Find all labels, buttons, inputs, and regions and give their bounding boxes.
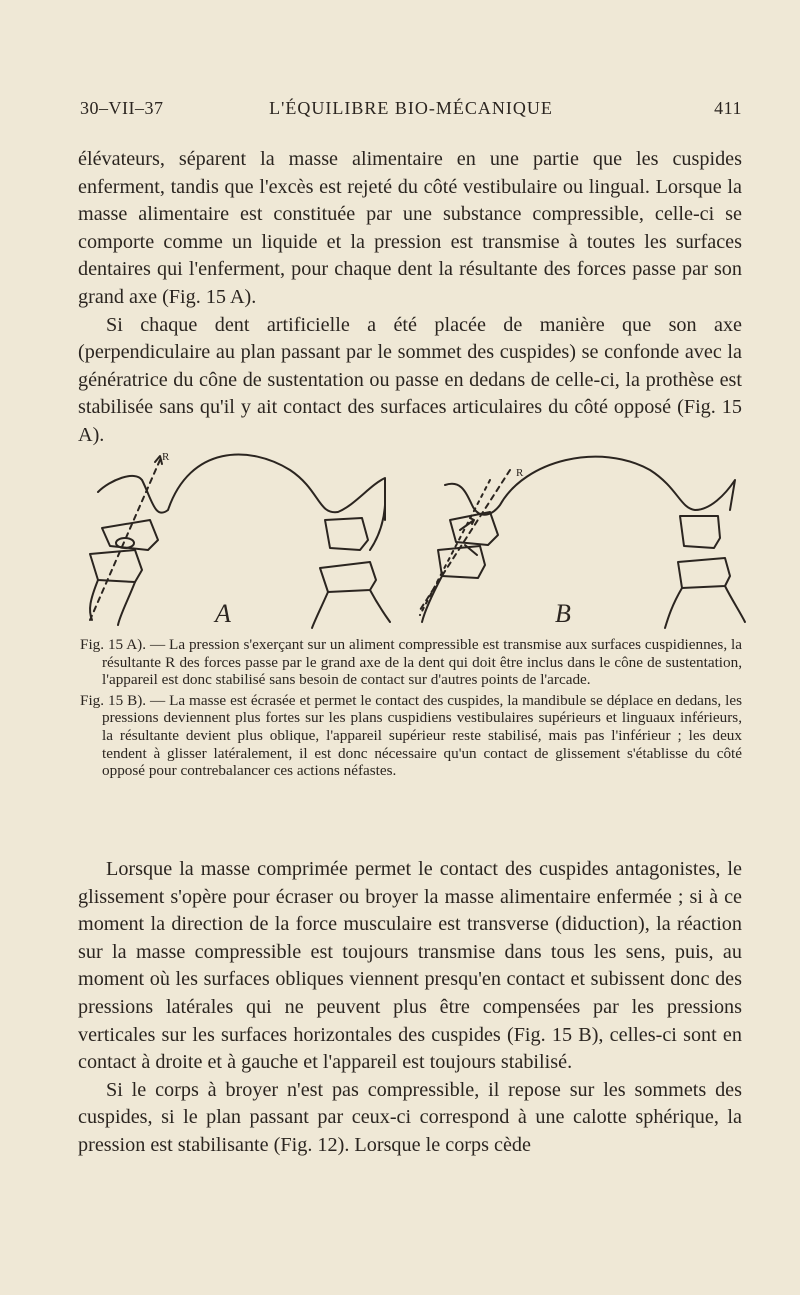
figure-15 <box>80 450 750 630</box>
food-bolus-a <box>116 538 134 548</box>
body-text-top <box>78 146 742 450</box>
paragraph: Lorsque la masse comprimée permet le contact des cuspides antagonistes, le glissement s'opère pour écraser ou broyer la masse alimentaire enfermée ; si à ce moment la direction de la force musculaire est transverse (diduction), la réaction sur la masse compressible est toujours transmise dans tous les sens, puis, au moment où les surfaces obliques viennent presqu'en contact et subissent donc des pressions latérales qui ne peuvent plus être compensées par les pressions verticales sur les surfaces horizontales des cuspides (Fig. 15 B), celles-ci sont en contact à droite et à gauche et l'appareil est toujours stabilisé. <box>78 858 742 1074</box>
caption-15b <box>80 692 742 780</box>
paragraph: Si chaque dent artificielle a été placée de manière que son axe (perpendiculaire au plan passant par le sommet des cuspides) se confonde avec la génératrice du cône de sustentation ou passe en dedans de celle-ci, la prothèse est stabilisée sans qu'il y ait contact des surfaces articulaires du côté opposé (Fig. 15 A). <box>78 313 742 446</box>
paragraph: élévateurs, séparent la masse alimentaire en une partie que les cuspides enferment, tandis que l'excès est rejeté du côté vestibulaire ou lingual. Lorsque la masse alimentaire est constituée par une substance compressible, celle-ci se comporte comme un liquide et la pression est transmise à toutes les surfaces dentaires qui l'enferment, pour chaque dent la résultante des forces passe par son grand axe (Fig. 15 A). <box>78 148 742 308</box>
lower-tooth-right-a <box>320 562 376 592</box>
lower-tooth-left-b <box>438 546 485 578</box>
paragraph: Si le corps à broyer n'est pas compressible, il repose sur les sommets des cuspides, si le plan passant par ceux-ci correspond à une calotte sphérique, la pression est stabilisante (Fig. 12). Lorsque le corps cède <box>78 1078 742 1156</box>
body-text-bottom <box>78 856 742 1160</box>
resultant-label-a: R <box>162 451 170 463</box>
dental-diagram <box>80 450 750 630</box>
lower-tooth-left-a <box>90 550 142 582</box>
caption-text: — La pression s'exerçant sur un aliment compressible est transmise aux surfaces cuspidiennes, la résultante R des forces passe par le grand axe de la dent qui doit être inclus dans le cône de sustentation, l'appareil est donc stabilisé sans besoin de contact sur d'autres points de l'arcade. <box>102 636 742 689</box>
lower-ridge-left-a <box>90 580 98 620</box>
running-header <box>80 98 742 122</box>
axis-line-a <box>90 460 160 620</box>
header-title: L'ÉQUILIBRE BIO-MÉCANIQUE <box>269 98 553 118</box>
figure-captions <box>80 636 742 783</box>
caption-text: — La masse est écrasée et permet le contact des cuspides, la mandibule se déplace en dedans, les pressions deviennent plus fortes sur les plans cuspidiens vestibulaires supérieurs et linguaux inférieurs, la résultante devient plus oblique, l'appareil supérieur reste stabilisé, mais pas l'inférieur ; les deux tendent à glisser latéralement, il est donc nécessaire qu'un contact de glissement s'établisse du côté opposé pour contrebalancer ces actions néfastes. <box>102 691 743 780</box>
label-a: A <box>215 599 231 628</box>
header-date: 30–VII–37 <box>80 98 164 118</box>
page-number: 411 <box>714 98 742 118</box>
upper-tooth-left-b <box>450 512 498 545</box>
lower-tooth-right-b <box>678 558 730 588</box>
upper-tooth-left-a <box>102 520 158 550</box>
upper-tooth-right-b <box>680 516 720 548</box>
resultant-label-b: R <box>516 467 524 479</box>
palate-arch-a <box>98 455 385 520</box>
caption-label: Fig. 15 B). <box>80 691 147 709</box>
caption-15a <box>80 636 742 689</box>
palate-arch-b <box>445 457 735 515</box>
upper-tooth-right-a <box>325 518 368 550</box>
caption-label: Fig. 15 A). <box>80 636 147 653</box>
label-b: B <box>555 599 571 628</box>
